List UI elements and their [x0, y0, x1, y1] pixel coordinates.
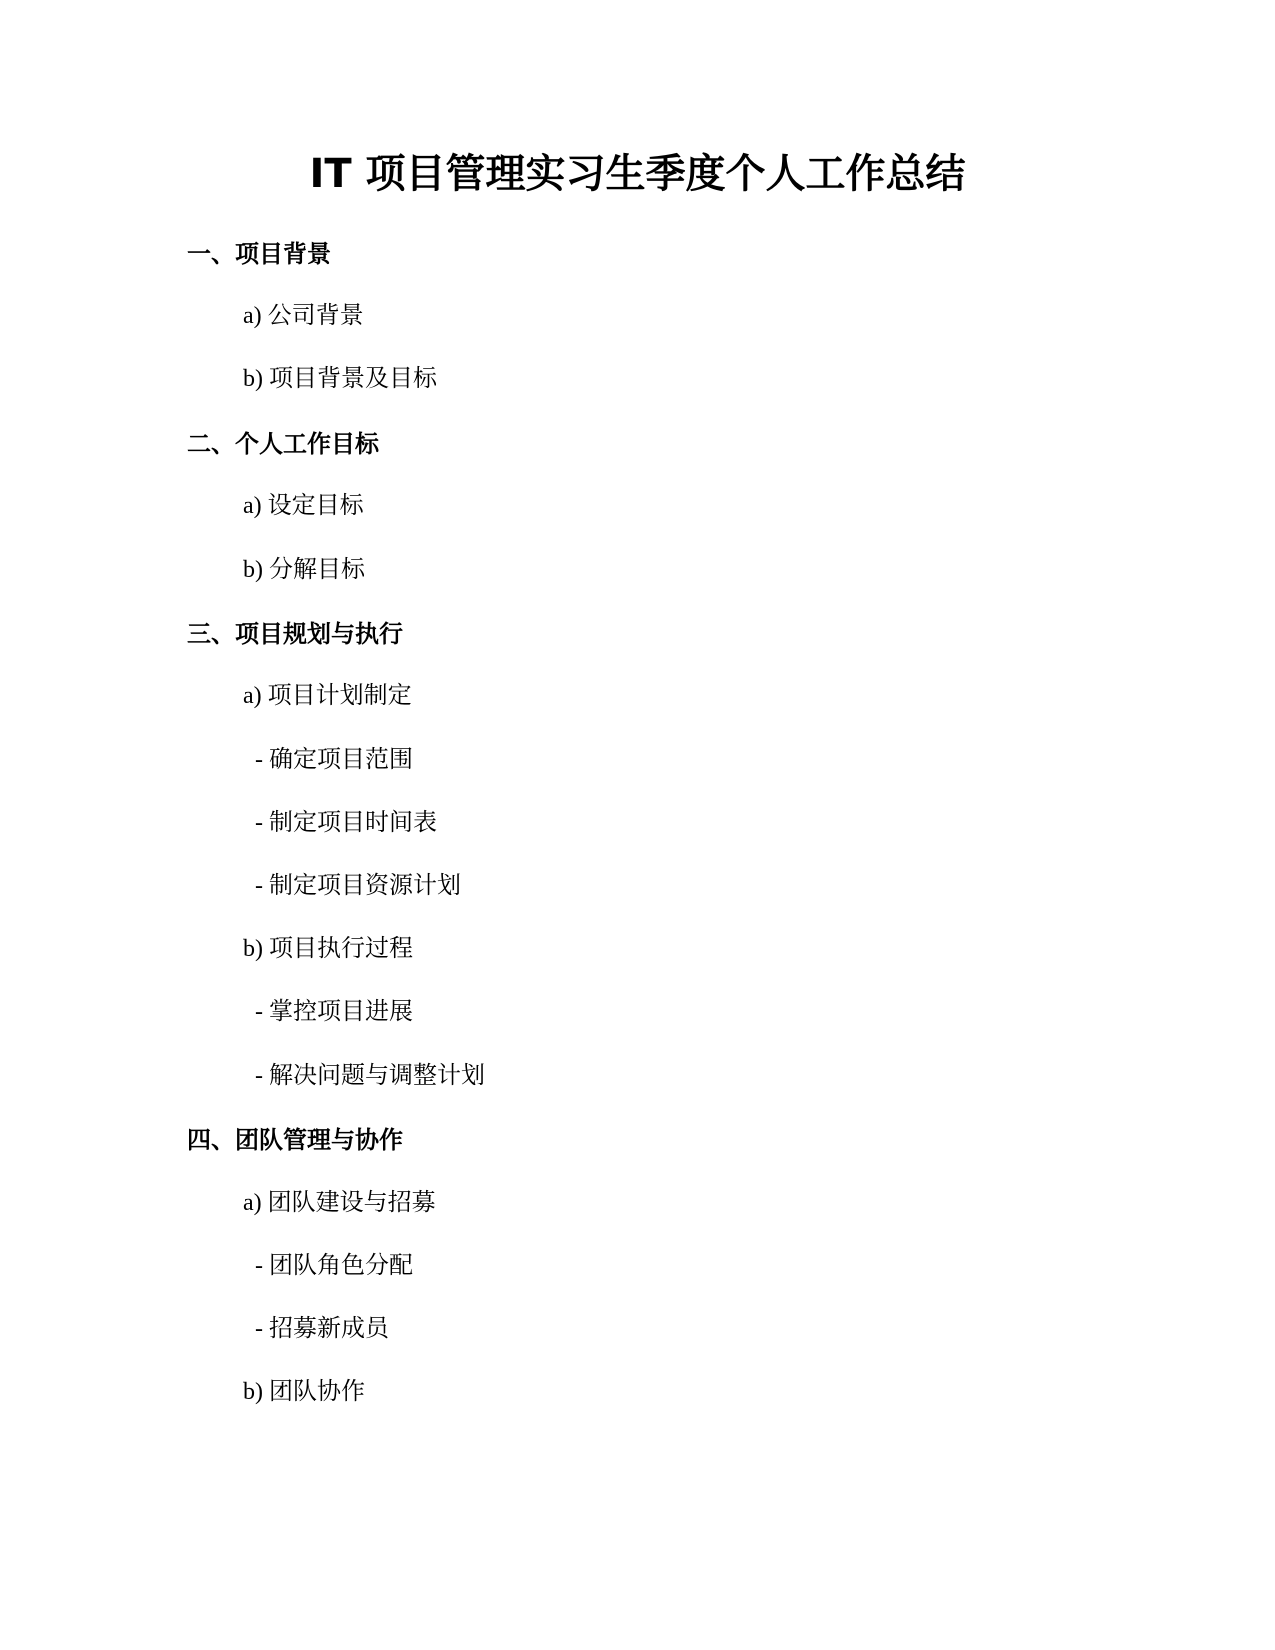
section-heading-3: 三、项目规划与执行 — [187, 620, 403, 648]
list-item-1a: a) 公司背景 — [243, 303, 364, 329]
list-item-2b: b) 分解目标 — [243, 557, 365, 583]
sub-item-3a-2: - 制定项目时间表 — [255, 810, 437, 836]
sub-item-3a-3: - 制定项目资源计划 — [255, 873, 461, 899]
sub-item-3a-1: - 确定项目范围 — [255, 747, 413, 773]
list-item-3b: b) 项目执行过程 — [243, 936, 413, 962]
section-heading-4: 四、团队管理与协作 — [187, 1126, 403, 1154]
section-heading-1: 一、项目背景 — [187, 240, 331, 268]
sub-item-3b-1: - 掌控项目进展 — [255, 999, 413, 1025]
sub-item-4a-2: - 招募新成员 — [255, 1316, 389, 1342]
list-item-1b: b) 项目背景及目标 — [243, 366, 437, 392]
list-item-2a: a) 设定目标 — [243, 493, 364, 519]
sub-item-3b-2: - 解决问题与调整计划 — [255, 1063, 485, 1089]
section-heading-2: 二、个人工作目标 — [187, 430, 379, 458]
list-item-4b: b) 团队协作 — [243, 1379, 365, 1405]
list-item-4a: a) 团队建设与招募 — [243, 1190, 436, 1216]
list-item-3a: a) 项目计划制定 — [243, 683, 412, 709]
document-title: IT 项目管理实习生季度个人工作总结 — [309, 151, 966, 197]
sub-item-4a-1: - 团队角色分配 — [255, 1253, 413, 1279]
